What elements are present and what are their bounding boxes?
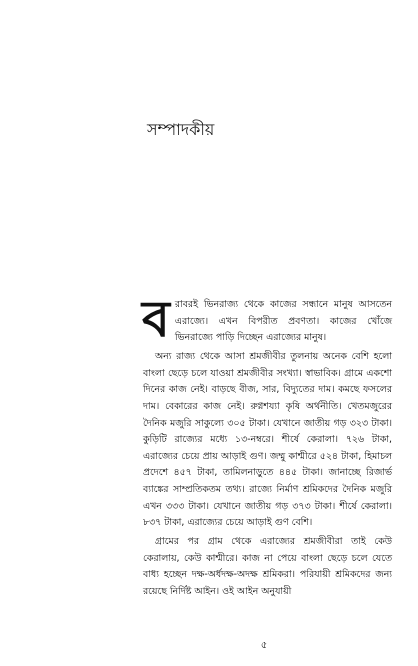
page-number: ৫: [260, 640, 268, 651]
editorial-heading: সম্পাদকীয়: [147, 120, 215, 139]
paragraph-2: অন্য রাজ্য থেকে আসা শ্রমজীবীর তুলনায় অনেক বেশি হলো বাংলা ছেড়ে চলে যাওয়া শ্রমজীবীর সংখ্যা। স্বাভাবিক। গ্রামে একশো দিনের কাজ নেই। বাড়ছে বীজ, সার, বিদ্যুতের দাম। কমছে ফসলের দাম। বেকারের কাজ নেই। রুগ্নশয্যা কৃষি অর্থনীতি। খেতমজুরের দৈনিক মজুরি সাকুল্যে ৩০৫ টাকা। যেখানে জাতীয় গড় ৩২৩ টাকা। কুড়িটি রাজ্যের মধ্যে ১৩-নম্বরে। শীর্ষে কেরালা। ৭২৬ টাকা, এরাজ্যের চেয়ে প্রায় আড়াই গুণ। জম্মু কাশ্মীরে ৫২৪ টাকা, হিমাচল প্রদেশে ৪৫৭ টাকা, তামিলনাড়ুতে ৪৪৫ টাকা। জানাচ্ছে রিজার্ভ ব্যাঙ্কের সাম্প্রতিকতম তথ্য। রাজ্যে নির্মাণ শ্রমিকদের দৈনিক মজুরি এখন ৩৩৩ টাকা। যেখানে জাতীয় গড় ৩৭৩ টাকা। শীর্ষে কেরালা। ৮৩৭ টাকা, এরাজ্যের চেয়ে আড়াই গুণ বেশি।: [143, 351, 392, 529]
editorial-body: [142, 290, 392, 603]
paragraph-1-text: রাবরই ভিনরাজ্য থেকে কাজের সন্ধানে মানুষ আসতেন এরাজ্যে। এখন বিপরীত প্রবণতা। কাজের খোঁজে ভিনরাজ্যে পাড়ি দিচ্ছেন এরাজ্যের মানুষ।: [174, 299, 392, 344]
drop-cap-letter: ব: [142, 290, 170, 348]
paragraph-1: [142, 290, 392, 348]
paragraph-3: গ্রামের পর গ্রাম থেকে এরাজ্যের শ্রমজীবীরা তাই কেউ কেরালায়, কেউ কাশ্মীরে। কাজ না পেয়ে বাংলা ছেড়ে চলে যেতে বাধ্য হচ্ছেন দক্ষ-অর্ধদক্ষ-অদক্ষ শ্রমিকরা। পরিযায়ী শ্রমিকদের জন্য রয়েছে নির্দিষ্ট আইন। ওই আইন অনুযায়ী: [143, 536, 392, 597]
